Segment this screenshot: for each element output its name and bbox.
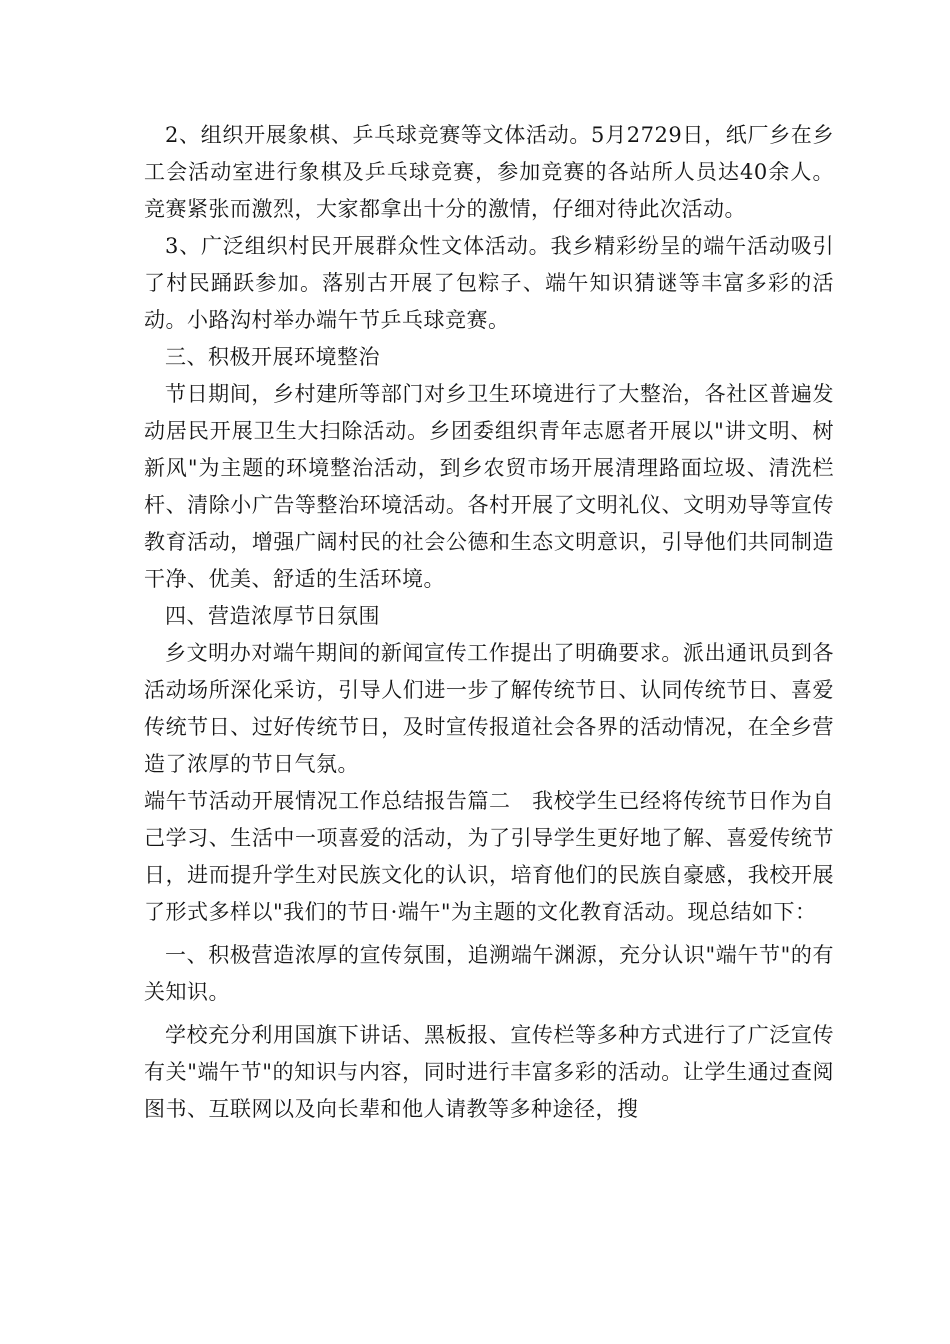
paragraph-report-two: 端午节活动开展情况工作总结报告篇二 我校学生已经将传统节日作为自己学习、生活中一项喜爱的活动，为了引导学生更好地了解、喜爱传统节日，进而提升学生对民族文化的认识，培育他们的民族自豪感，我校开展了形式多样以"我们的节日·端午"为主题的文化教育活动。现总结如下：	[144, 789, 834, 924]
paragraph-environment: 节日期间，乡村建所等部门对乡卫生环境进行了大整治，各社区普遍发动居民开展卫生大扫除活动。乡团委组织青年志愿者开展以"讲文明、树新风"为主题的环境整治活动，到乡农贸市场开展清理路面垃圾、清洗栏杆、清除小广告等整治环境活动。各村开展了文明礼仪、文明劝导等宣传教育活动，增强广阔村民的社会公德和生态文明意识，引导他们共同制造干净、优美、舒适的生活环境。	[144, 382, 834, 591]
paragraph-publicity: 乡文明办对端午期间的新闻宣传工作提出了明确要求。派出通讯员到各活动场所深化采访，引导人们进一步了解传统节日、认同传统节日、喜爱传统节日、过好传统节日，及时宣传报道社会各界的活动情况，在全乡营造了浓厚的节日气氛。	[144, 641, 834, 776]
section-heading-environment: 三、积极开展环境整治	[165, 345, 380, 369]
paragraph-villager-activities: 3、广泛组织村民开展群众性文体活动。我乡精彩纷呈的端午活动吸引了村民踊跃参加。落别古开展了包粽子、端午知识猜谜等丰富多彩的活动。小路沟村举办端午节乒乓球竞赛。	[144, 234, 834, 332]
section-heading-publicity: 一、积极营造浓厚的宣传氛围，追溯端午渊源，充分认识"端午节"的有关知识。	[144, 943, 834, 1004]
paragraph-chess-pingpong: 2、组织开展象棋、乒乓球竞赛等文体活动。5月2729日，纸厂乡在乡工会活动室进行象棋及乒乓球竞赛，参加竞赛的各站所人员达40余人。竞赛紧张而激烈，大家都拿出十分的激情，仔细对待此次活动。	[144, 123, 834, 221]
paragraph-school-publicity: 学校充分利用国旗下讲话、黑板报、宣传栏等多种方式进行了广泛宣传有关"端午节"的知识与内容，同时进行丰富多彩的活动。让学生通过查阅图书、互联网以及向长辈和他人请教等多种途径，搜	[144, 1023, 834, 1121]
document-body	[144, 117, 834, 1128]
section-heading-atmosphere: 四、营造浓厚节日氛围	[165, 604, 380, 628]
